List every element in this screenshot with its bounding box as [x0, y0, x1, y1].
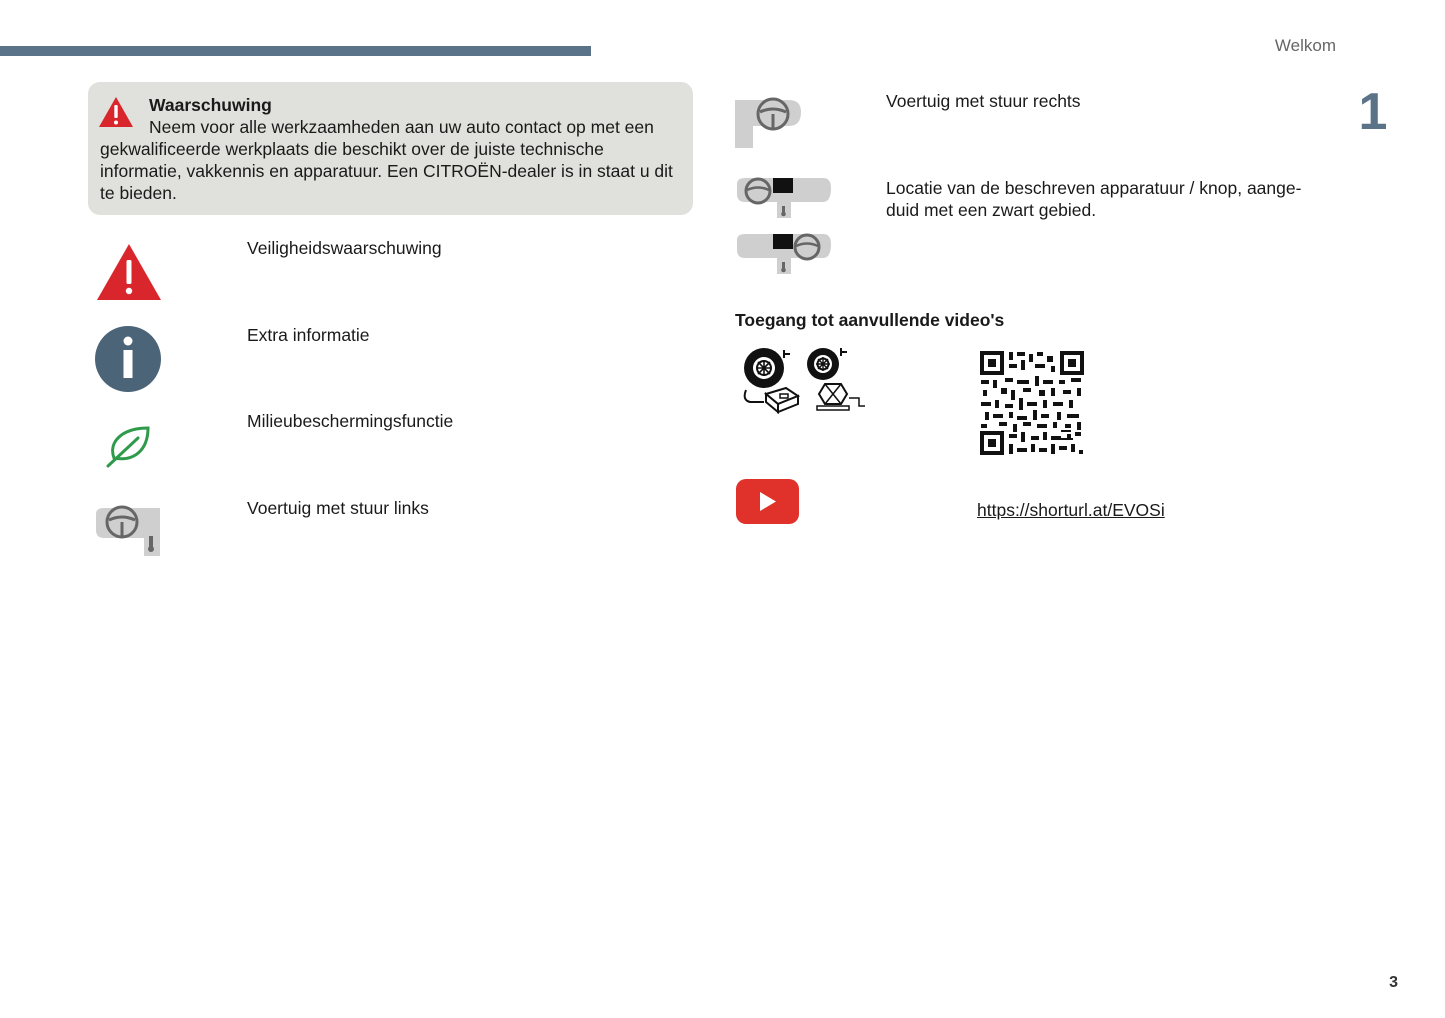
jack-wheel-icon	[803, 346, 869, 421]
legend-label-safety: Veiligheidswaarschuwing	[247, 238, 442, 258]
steering-left-icon	[94, 500, 164, 570]
youtube-icon[interactable]	[736, 479, 799, 529]
warning-text: Neem voor alle werkzaamheden aan uw auto contact op met een gekwalificeerde werkplaats die beschikt over de juiste technische informatie, vakkennis en apparatuur. Een CITROËN-dealer is in staat u dit te bieden.	[100, 117, 673, 203]
warning-triangle-icon	[98, 96, 134, 133]
steering-right-icon	[733, 96, 803, 157]
video-url-link[interactable]: https://shorturl.at/EVOSi	[977, 500, 1165, 520]
warning-title: Waarschuwing	[149, 95, 272, 115]
legend-label-equipment-location: Locatie van de beschreven apparatuur / knop, aange-duid met een zwart gebied.	[886, 178, 1302, 220]
videos-heading: Toegang tot aanvullende video's	[735, 310, 1005, 330]
tyre-repair-kit-icon	[740, 346, 802, 421]
equipment-location-icon	[733, 174, 833, 283]
legend-label-info: Extra informatie	[247, 325, 370, 345]
warning-box	[88, 82, 693, 215]
legend-label-steering-left: Voertuig met stuur links	[247, 498, 429, 518]
leaf-icon	[94, 420, 164, 490]
info-icon	[94, 324, 164, 394]
legend-label-eco: Milieubeschermingsfunctie	[247, 411, 454, 431]
section-title: Welkom	[1274, 36, 1336, 55]
legend-label-steering-right: Voertuig met stuur rechts	[886, 91, 1081, 111]
page-number: 3	[1389, 974, 1398, 991]
qr-code-icon[interactable]	[979, 350, 1085, 461]
chapter-number: 1	[1358, 83, 1388, 141]
safety-warning-icon	[94, 240, 164, 310]
header-accent-bar	[0, 46, 591, 56]
